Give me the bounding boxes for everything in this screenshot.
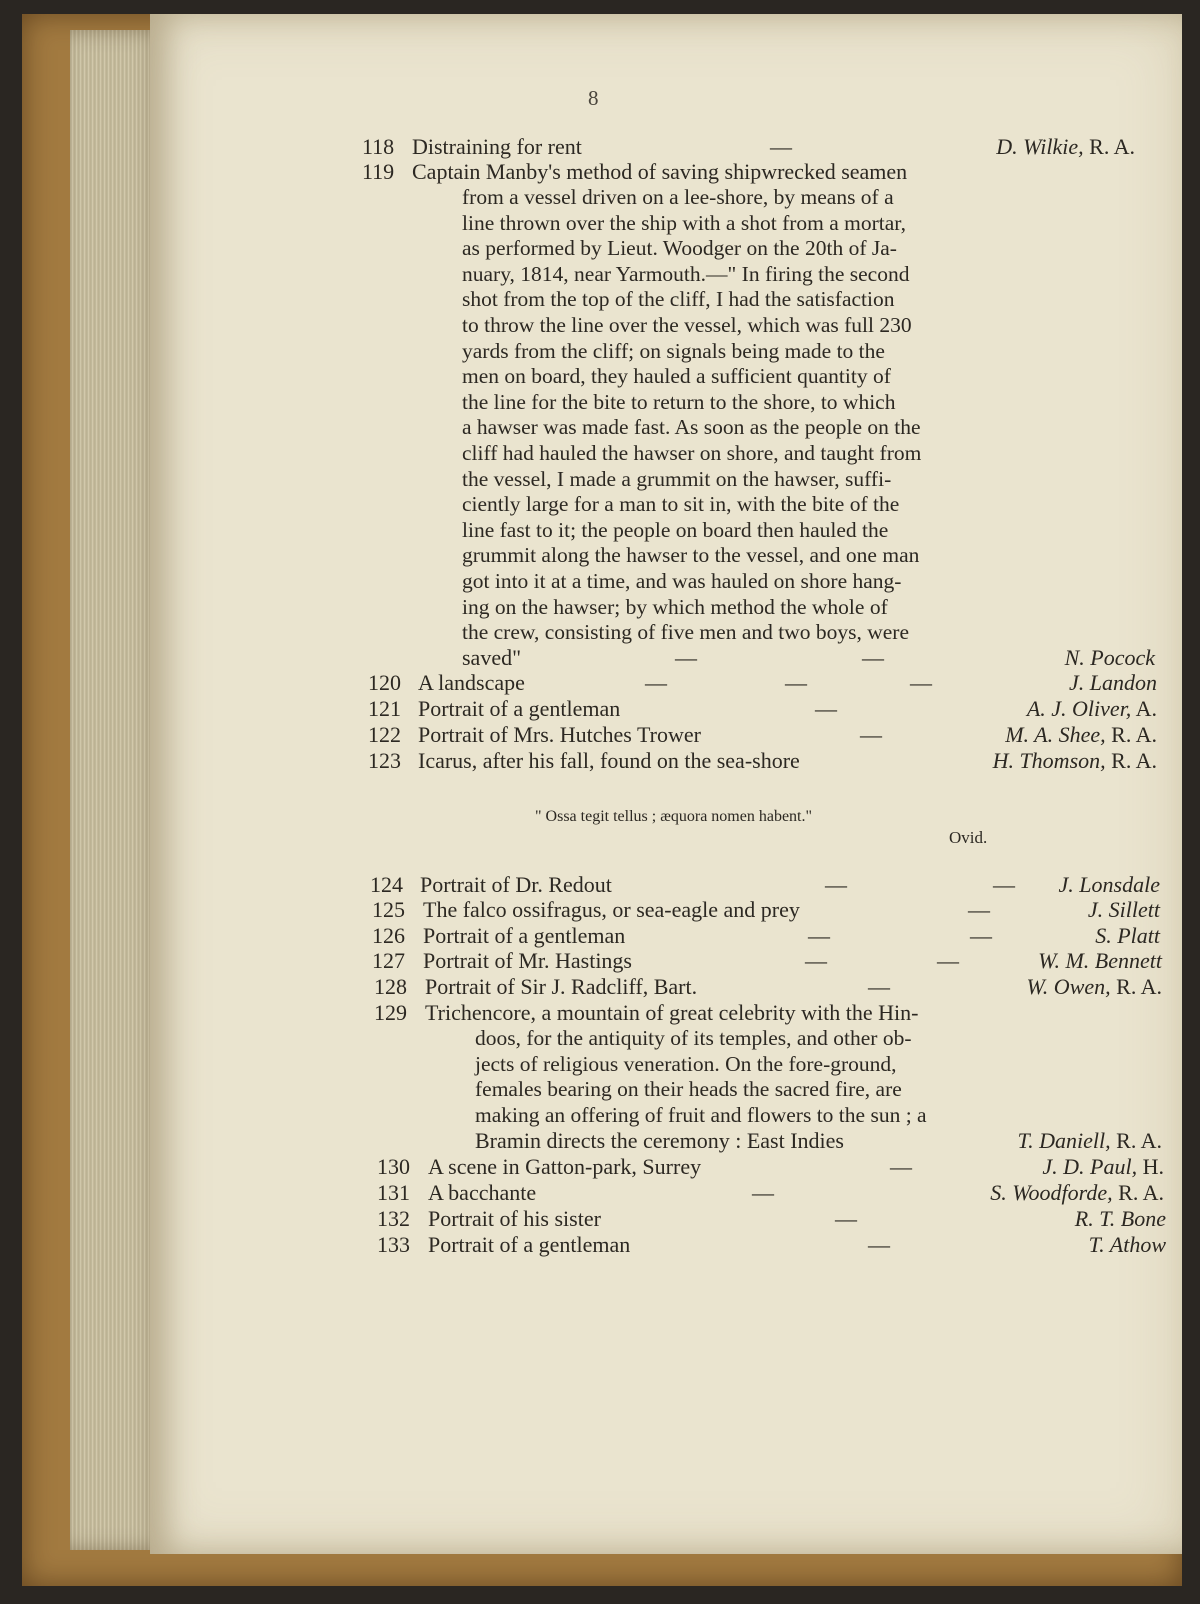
description-line: to throw the line over the vessel, which was full 230 — [462, 312, 912, 337]
entry-dash: — — [825, 872, 847, 897]
entry-dash: — — [752, 1180, 774, 1205]
entry-artist — [1075, 1206, 1166, 1232]
entry-artist — [1018, 1128, 1162, 1154]
description-line: shot from the top of the cliff, I had the satisfaction — [462, 287, 895, 312]
entry-description — [462, 185, 1027, 646]
entry-artist — [990, 1180, 1164, 1206]
entry-dash: — — [937, 948, 959, 973]
entry-dash: — — [805, 948, 827, 973]
entry-artist — [1005, 722, 1157, 748]
artist-suffix: R. A. — [1105, 722, 1157, 747]
artist-name: H. Thomson, — [992, 748, 1106, 773]
description-line: as performed by Lieut. Woodger on the 20th of Ja- — [462, 236, 897, 261]
entry-artist — [1069, 670, 1157, 696]
entry-number: 129 — [374, 1000, 407, 1025]
entry-artist — [1089, 1232, 1166, 1258]
entry-dash: — — [815, 696, 837, 721]
description-line: grummit along the hawser to the vessel, and one man — [462, 543, 920, 568]
artist-name: J. Lonsdale — [1058, 872, 1160, 897]
entry-number: 130 — [377, 1154, 410, 1179]
entry-dash: — — [835, 1206, 857, 1231]
entry-number: 120 — [368, 670, 401, 695]
entry-title-last-line: saved" — [462, 645, 522, 670]
entry-title: Distraining for rent — [412, 134, 582, 159]
entry-description — [475, 1026, 1040, 1128]
entry-title: Trichencore, a mountain of great celebrity with the Hin- — [425, 1000, 919, 1025]
description-line: jects of religious veneration. On the fore-ground, — [475, 1051, 897, 1076]
entry-number: 123 — [368, 748, 401, 773]
description-line: ciently large for a man to sit in, with the bite of the — [462, 492, 900, 517]
entry-artist — [1042, 1154, 1164, 1180]
entry-artist — [1027, 696, 1157, 722]
epigraph-quote: " Ossa tegit tellus ; æquora nomen habent." — [535, 808, 813, 825]
entry-dash: — — [675, 645, 697, 670]
entry-number: 125 — [372, 897, 405, 922]
entry-title: Portrait of a gentleman — [428, 1232, 631, 1257]
artist-name: T. Athow — [1088, 1232, 1166, 1257]
artist-name: W. Owen, — [1026, 974, 1111, 999]
artist-name: R. T. Bone — [1074, 1206, 1166, 1231]
entry-dash: — — [868, 1232, 890, 1257]
entry-title: Portrait of Mrs. Hutches Trower — [418, 722, 701, 747]
description-line: men on board, they hauled a sufficient quantity of — [462, 364, 891, 389]
entry-title: Portrait of Sir J. Radcliff, Bart. — [425, 974, 698, 999]
description-line: ing on the hawser; by which method the whole of — [462, 594, 888, 619]
entry-dash: — — [970, 923, 992, 948]
description-line: nuary, 1814, near Yarmouth.—" In firing the second — [462, 261, 910, 286]
entry-dash: — — [890, 1154, 912, 1179]
entry-dash: — — [860, 722, 882, 747]
entry-number: 126 — [372, 923, 405, 948]
entry-title: Portrait of a gentleman — [418, 696, 621, 721]
artist-name: J. Landon — [1069, 670, 1157, 695]
entry-title: Portrait of Mr. Hastings — [423, 948, 632, 973]
description-line: line thrown over the ship with a shot from a mortar, — [462, 210, 906, 235]
entry-artist — [1059, 872, 1160, 898]
artist-suffix: R. A. — [1083, 134, 1135, 159]
entry-number: 122 — [368, 722, 401, 747]
artist-name: T. Daniell, — [1017, 1128, 1111, 1153]
artist-name: A. J. Oliver, — [1026, 696, 1132, 721]
entry-artist — [1038, 948, 1162, 974]
artist-suffix: R. A. — [1110, 1128, 1162, 1153]
description-line: the crew, consisting of five men and two boys, were — [462, 620, 909, 645]
artist-suffix: R. A. — [1110, 974, 1162, 999]
entry-dash: — — [968, 897, 990, 922]
entry-number: 131 — [377, 1180, 410, 1205]
entry-title: Icarus, after his fall, found on the sea-shore — [418, 748, 800, 773]
entry-title: Captain Manby's method of saving shipwrecked seamen — [412, 159, 908, 184]
artist-name: N. Pocock — [1064, 645, 1155, 670]
entry-title: Portrait of a gentleman — [423, 923, 626, 948]
description-line: line fast to it; the people on board then hauled the — [462, 517, 889, 542]
entry-number: 124 — [370, 872, 403, 897]
entry-dash: — — [868, 974, 890, 999]
entry-title: A scene in Gatton-park, Surrey — [428, 1154, 702, 1179]
description-line: yards from the cliff; on signals being made to the — [462, 338, 885, 363]
entry-number: 121 — [368, 696, 401, 721]
entry-number: 133 — [377, 1232, 410, 1257]
description-line: from a vessel driven on a lee-shore, by means of a — [462, 185, 894, 209]
artist-name: S. Woodforde, — [990, 1180, 1113, 1205]
entry-number: 118 — [362, 134, 395, 159]
artist-name: J. D. Paul, — [1042, 1154, 1138, 1179]
artist-name: J. Sillett — [1087, 897, 1160, 922]
artist-name: D. Wilkie, — [996, 134, 1084, 159]
entry-title: A bacchante — [428, 1180, 537, 1205]
entry-title: Portrait of Dr. Redout — [420, 872, 612, 897]
description-line: the vessel, I made a grummit on the hawser, suffi- — [462, 466, 892, 491]
artist-name: W. M. Bennett — [1038, 948, 1162, 973]
entry-dash: — — [785, 670, 807, 695]
artist-suffix: R. A. — [1105, 748, 1157, 773]
entry-artist — [1065, 645, 1155, 671]
epigraph-attribution: Ovid. — [949, 828, 988, 847]
entry-number: 119 — [362, 159, 395, 184]
entry-artist — [1027, 974, 1163, 1000]
artist-suffix: H. — [1137, 1154, 1164, 1179]
entry-number: 132 — [377, 1206, 410, 1231]
description-line: got into it at a time, and was hauled on shore hang- — [462, 568, 902, 593]
description-line: a hawser was made fast. As soon as the people on the — [462, 415, 921, 440]
entry-dash: — — [862, 645, 884, 670]
entry-title: The falco ossifragus, or sea-eagle and prey — [423, 897, 800, 922]
entry-dash: — — [645, 670, 667, 695]
entry-number: 128 — [374, 974, 407, 999]
artist-suffix: A. — [1131, 696, 1157, 721]
artist-suffix: R. A. — [1112, 1180, 1164, 1205]
entry-artist — [1095, 923, 1160, 949]
artist-name: M. A. Shee, — [1005, 722, 1106, 747]
entry-title: Portrait of his sister — [428, 1206, 601, 1231]
entry-dash: — — [770, 134, 792, 159]
entry-dash: — — [910, 670, 932, 695]
entry-title-last-line: Bramin directs the ceremony : East Indies — [475, 1128, 844, 1153]
entry-dash: — — [808, 923, 830, 948]
page-number: 8 — [588, 86, 599, 110]
description-line: the line for the bite to return to the shore, to which — [462, 389, 896, 414]
entry-number: 127 — [372, 948, 405, 973]
entry-artist — [1088, 897, 1160, 923]
description-line: making an offering of fruit and flowers to the sun ; a — [475, 1102, 927, 1127]
entry-artist — [993, 748, 1157, 774]
description-line: cliff had hauled the hawser on shore, and taught from — [462, 440, 922, 465]
description-line: females bearing on their heads the sacred fire, are — [475, 1077, 902, 1102]
entry-dash: — — [993, 872, 1015, 897]
entry-title: A landscape — [418, 670, 525, 695]
entry-artist — [996, 134, 1135, 160]
description-line: doos, for the antiquity of its temples, and other ob- — [475, 1026, 912, 1050]
artist-name: S. Platt — [1095, 923, 1160, 948]
